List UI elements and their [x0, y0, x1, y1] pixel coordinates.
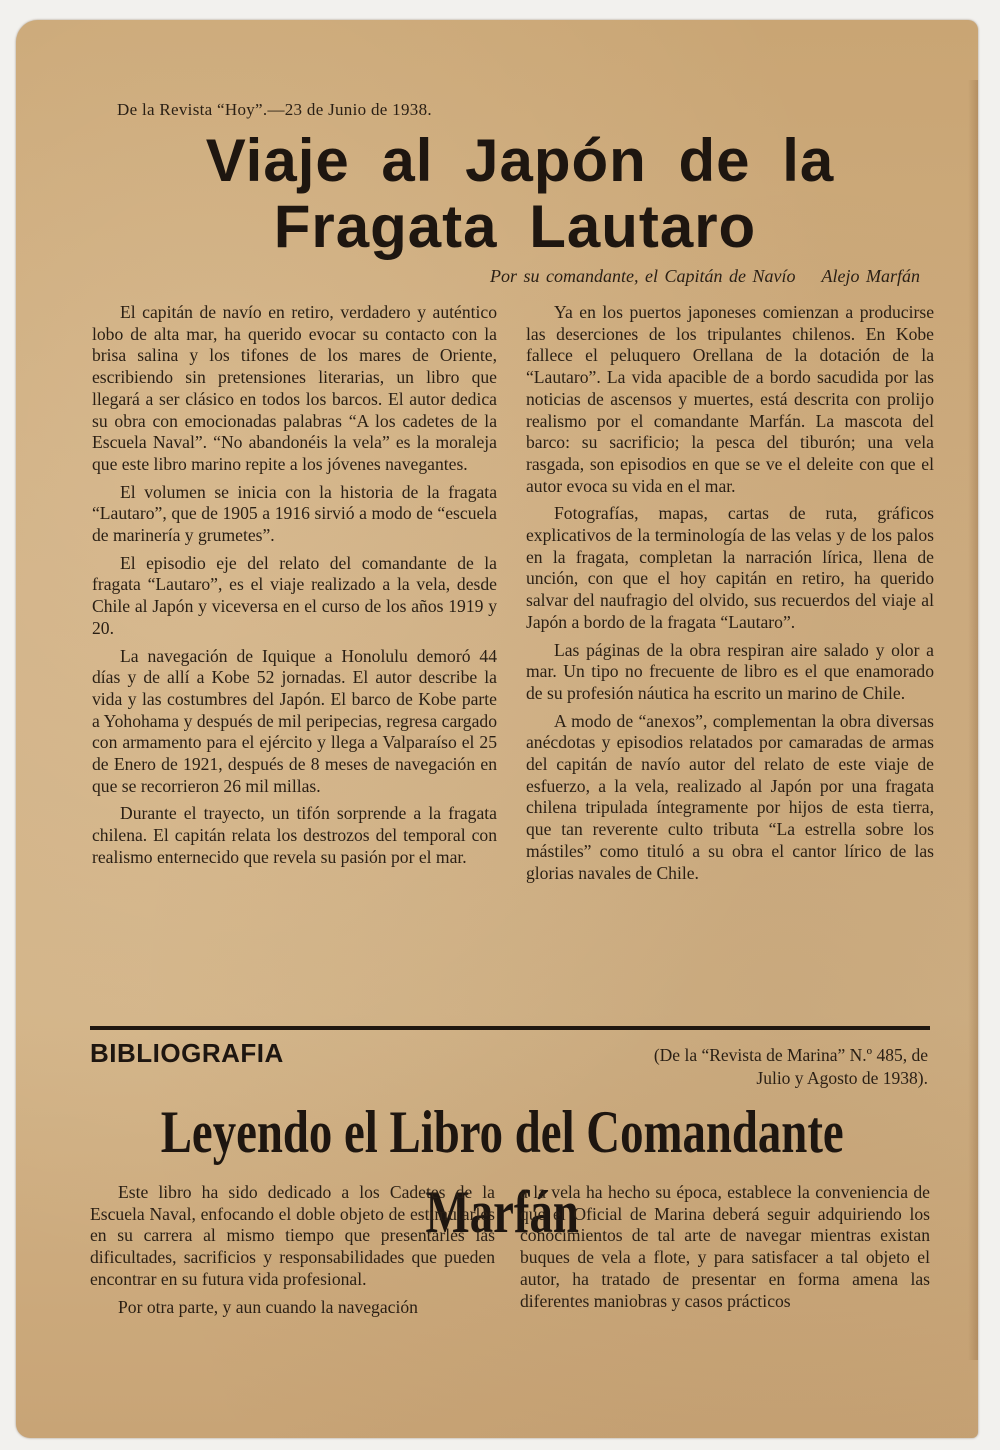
- byline: [490, 266, 920, 287]
- byline-author: Alejo Marfán: [821, 266, 920, 286]
- section-label: BIBLIOGRAFIA: [90, 1038, 284, 1068]
- paragraph: a la vela ha hecho su época, establece la conveniencia de que el Oficial de Marina deberá seguir adquiriendo los conocimientos de tal arte de navegar mientras existan buques de vela a flote, y para satisfacer a tal objeto el autor, ha tratado de presentar en forma amena las diferentes maniobras y casos prácticos: [520, 1182, 930, 1311]
- paragraph: Este libro ha sido dedicado a los Cadetes de la Escuela Naval, enfocando el doble objeto de estimularles en su carrera al mismo tiempo que presentarles las dificultades, sacrificios y responsabilidades que pueden encontrar en su futura vida profesional.: [90, 1182, 495, 1289]
- bibliography-source-line-2: Julio y Agosto de 1938).: [756, 1068, 928, 1088]
- article-right-column: [526, 302, 934, 890]
- paragraph: La navegación de Iquique a Honolulu demoró 44 días y de allí a Kobe 52 jornadas. El autor describe la vida y las costumbres del Japón. El barco de Kobe parte a Yohohama y después de mil peripecias, regresa cargado con armamento para el ejército y llega a Valparaíso el 25 de Enero de 1921, después de 8 meses de navegación en que se recorrieron 26 mil millas.: [92, 645, 497, 796]
- article-left-column: [92, 302, 497, 875]
- article-title-line-2: Fragata Lautaro: [273, 193, 757, 260]
- paragraph: El volumen se inicia con la historia de la fragata “Lautaro”, que de 1905 a 1916 sirvió a modo de “escuela de marinería y grumetes”.: [92, 481, 497, 546]
- article-title-line-1: Viaje al Japón de la: [205, 127, 835, 194]
- bibliography-source: [528, 1044, 928, 1090]
- bibliography-source-line-1: (De la “Revista de Marina” N.º 485, de: [653, 1045, 928, 1065]
- paragraph: El capitán de navío en retiro, verdadero y auténtico lobo de alta mar, ha querido evocar su contacto con la brisa salina y los tifones de los mares de Oriente, escribiendo sin pretensiones literarias, un libro que llegará a ser clásico en todos los barcos. El autor dedica su obra con emocionadas palabras “A los cadetes de la Escuela Naval”. “No abandonéis la vela” es la moraleja que este libro marino repite a los jóvenes navegantes.: [92, 302, 497, 474]
- paragraph: Las páginas de la obra respiran aire salado y olor a mar. Un tipo no frecuente de libro es el que enamorado de su profesión náutica ha escrito un marino de Chile.: [526, 639, 934, 703]
- bibliography-right-column: [520, 1182, 930, 1318]
- byline-text: Por su comandante, el Capitán de Navío: [490, 266, 796, 286]
- paragraph: Durante el trayecto, un tifón sorprende a la fragata chilena. El capitán relata los destrozos del temporal con realismo enternecido que revela su pasión por el mar.: [92, 803, 497, 867]
- bibliography-left-column: [90, 1182, 495, 1324]
- paragraph: A modo de “anexos”, complementan la obra diversas anécdotas y episodios relatados por camaradas de armas del capitán de navío autor del relato de este viaje de esfuerzo, a la vela, realizado al Japón por una fragata chilena tripulada íntegramente por hijos de esta tierra, que tan reverente culto tributa “La estrella sobre los mástiles” como tituló a su obra el cantor lírico de las glorias navales de Chile.: [526, 710, 934, 883]
- article-title: [0, 128, 1000, 260]
- paragraph: Ya en los puertos japoneses comienzan a producirse las deserciones de los tripulantes chilenos. En Kobe fallece el peluquero Orellana de la dotación de la “Lautaro”. La vida apacible de a bordo sacudida por las noticias de ascensos y muertes, está descrita con prolijo realismo por el comandante Marfán. La mascota del barco: su sacrificio; la pesca del tiburón; una vela rasgada, son episodios en que se ve el deleite con que el autor evoca su vida en el mar.: [526, 302, 934, 496]
- bibliography-title: Leyendo el Libro del Comandante Marfán: [160, 1099, 844, 1245]
- source-line: De la Revista “Hoy”.—23 de Junio de 1938.: [117, 100, 432, 119]
- paragraph: Fotografías, mapas, cartas de ruta, gráficos explicativos de la terminología de las velas y de los palos en la fragata, completan la narración lírica, llena de unción, con que el hoy capitán en retiro, ha querido salvar del naufragio del olvido, sus recuerdos del viaje al Japón a bordo de la fragata “Lautaro”.: [526, 503, 934, 632]
- paragraph: El episodio eje del relato del comandante de la fragata “Lautaro”, es el viaje realizado a la vela, desde Chile al Japón y viceversa en el curso de los años 1919 y 20.: [92, 552, 497, 638]
- paragraph: Por otra parte, y aun cuando la navegación: [118, 1296, 418, 1317]
- section-divider: [90, 1026, 930, 1030]
